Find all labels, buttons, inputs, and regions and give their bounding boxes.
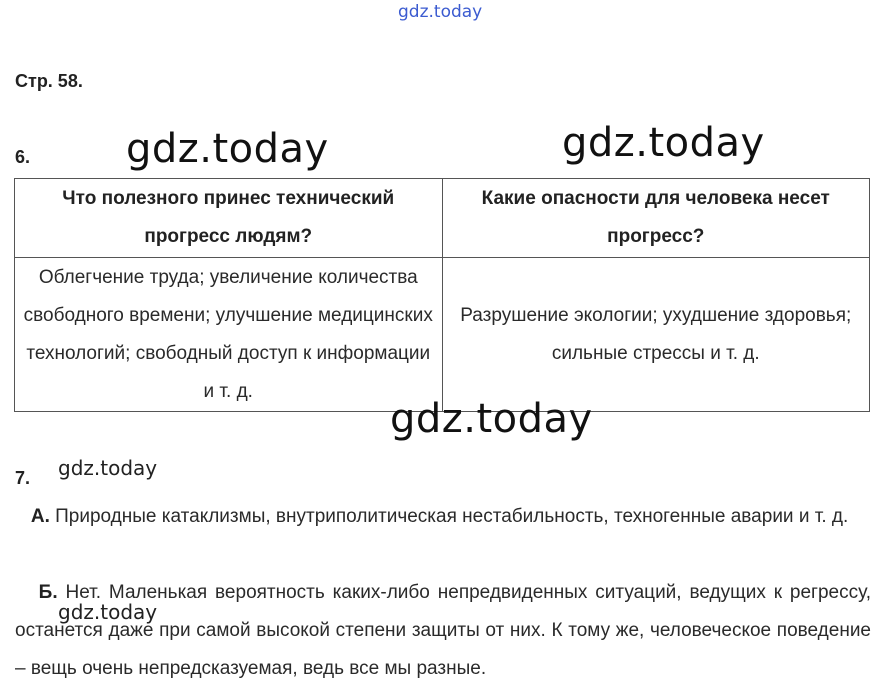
- task-7-number: 7.: [15, 468, 31, 488]
- answer-a-label: А.: [30, 506, 50, 527]
- task-6-number: 6.: [15, 147, 31, 167]
- table-header-benefits: Что полезного принес технический прогресс людям?: [15, 179, 443, 258]
- table-cell-benefits: Облегчение труда; увеличение количества свободного времени; улучшение медицинских технологий; свободный доступ к информации и т. д.: [15, 258, 443, 412]
- task-6-table: [14, 178, 870, 412]
- watermark-big-2: gdz.today: [562, 120, 765, 166]
- task-7-answer-a: [15, 498, 871, 536]
- watermark-big-1: gdz.today: [126, 126, 329, 172]
- watermark-big-3: gdz.today: [390, 396, 593, 442]
- answer-b-text: Нет. Маленькая вероятность каких-либо непредвиденных ситуаций, ведущих к регрессу, останется даже при самой высокой степени защиты от них. К тому же, человеческое поведение – вещь очень непредсказуемая, ведь все мы разные.: [15, 582, 871, 679]
- table-cell-dangers: Разрушение экологии; ухудшение здоровья; сильные стрессы и т. д.: [442, 258, 870, 412]
- table-header-dangers: Какие опасности для человека несет прогресс?: [442, 179, 870, 258]
- table-row: [15, 258, 870, 412]
- answer-a-text: Природные катаклизмы, внутриполитическая нестабильность, техногенные аварии и т. д.: [55, 506, 849, 527]
- watermark-top: gdz.today: [398, 2, 483, 22]
- task-7-answer-b: [15, 574, 871, 688]
- answer-b-label: Б.: [38, 582, 58, 603]
- page-reference: Стр. 58.: [15, 71, 83, 91]
- watermark-small-1: gdz.today: [58, 456, 158, 480]
- watermark-small-2: gdz.today: [58, 600, 158, 624]
- table-header-row: [15, 179, 870, 258]
